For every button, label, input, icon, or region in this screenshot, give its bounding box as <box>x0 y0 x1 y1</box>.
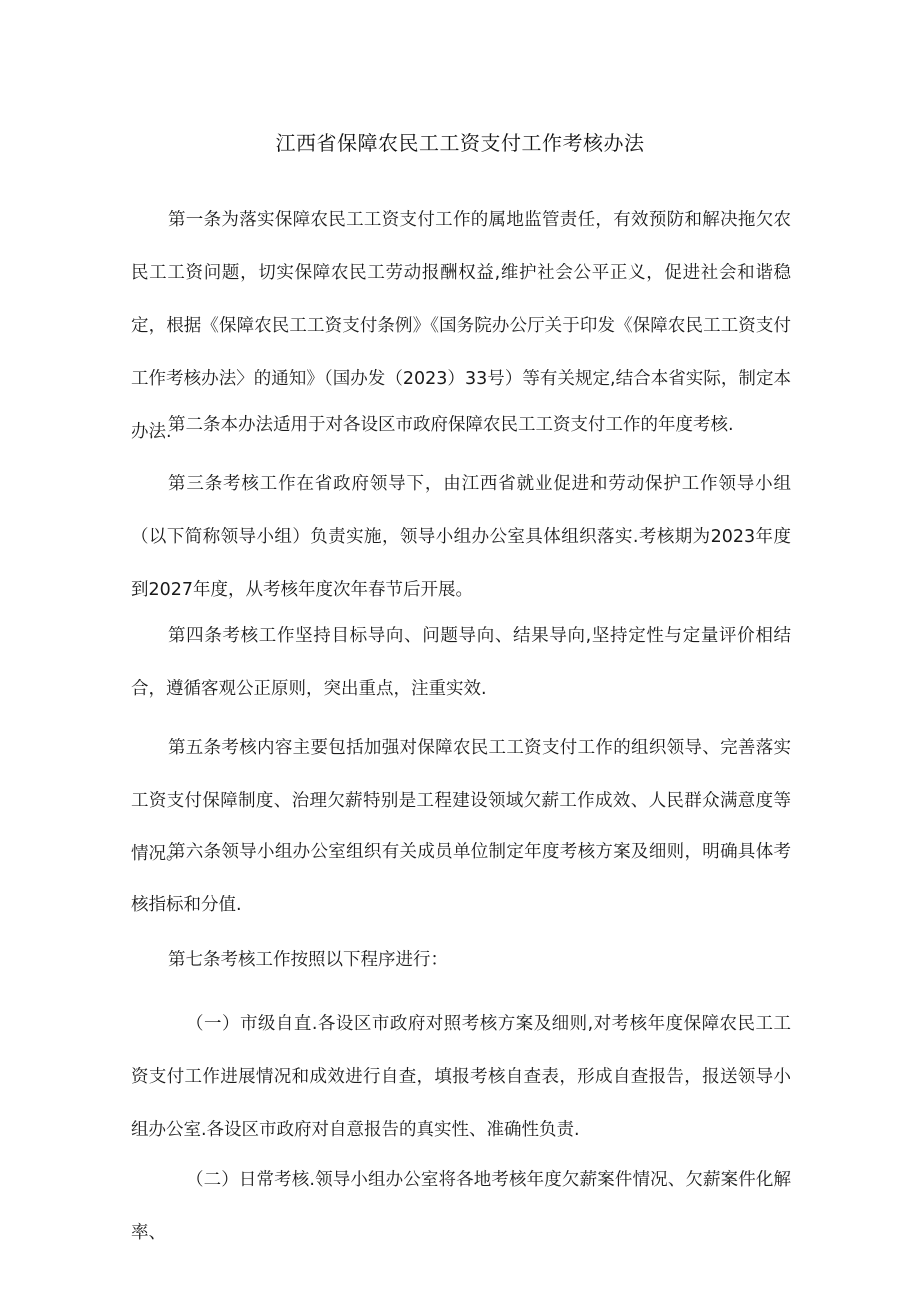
article-7-item-2-paragraph: （二）日常考核.领导小组办公室将各地考核年度欠薪案件情况、欠薪案件化解率、 <box>131 1169 791 1243</box>
document-title: 江西省保障农民工工资支付工作考核办法 <box>275 131 645 155</box>
article-3-paragraph: 第三条考核工作在省政府领导下，由江西省就业促进和劳动保护工作领导小组（以下简称领导小组）负责实施，领导小组办公室具体组织落实.考核期为2023年度到2027年度，从考核年度次年春节后开展。 <box>131 473 791 600</box>
article-5-paragraph: 第五条考核内容主要包括加强对保障农民工工资支付工作的组织领导、完善落实工资支付保障制度、治理欠薪特别是工程建设领域欠薪工作成效、人民群众满意度等情况。 <box>131 737 791 864</box>
article-7-item-1-paragraph: （一）市级自直.各设区市政府对照考核方案及细则,对考核年度保障农民工工资支付工作进展情况和成效进行自查，填报考核自查表，形成自查报告，报送领导小组办公室.各设区市政府对自意报告的真实性、准确性负责. <box>131 1013 791 1140</box>
article-7-paragraph: 第七条考核工作按照以下程序进行： <box>168 949 448 970</box>
article-2-paragraph: 第二条本办法适用于对各设区市政府保障农民工工资支付工作的年度考核. <box>168 414 734 435</box>
article-4-paragraph: 第四条考核工作坚持目标导向、问题导向、结果导向,坚持定性与定量评价相结合，遵循客观公正原则，突出重点，注重实效. <box>131 625 791 699</box>
article-6-paragraph: 第六条领导小组办公室组织有关成员单位制定年度考核方案及细则，明确具体考核指标和分值. <box>131 841 791 915</box>
article-1-paragraph: 第一条为落实保障农民工工资支付工作的属地监管责任，有效预防和解决拖欠农民工工资问题，切实保障农民工劳动报酬权益,维护社会公平正义，促进社会和谐稳定，根据《保障农民工工资支付条例》《国务院办公厅关于印发《保障农民工工资支付工作考核办法〉的通知》（国办发（2023）33号）等有关规定,结合本省实际，制定本办法. <box>131 209 791 442</box>
